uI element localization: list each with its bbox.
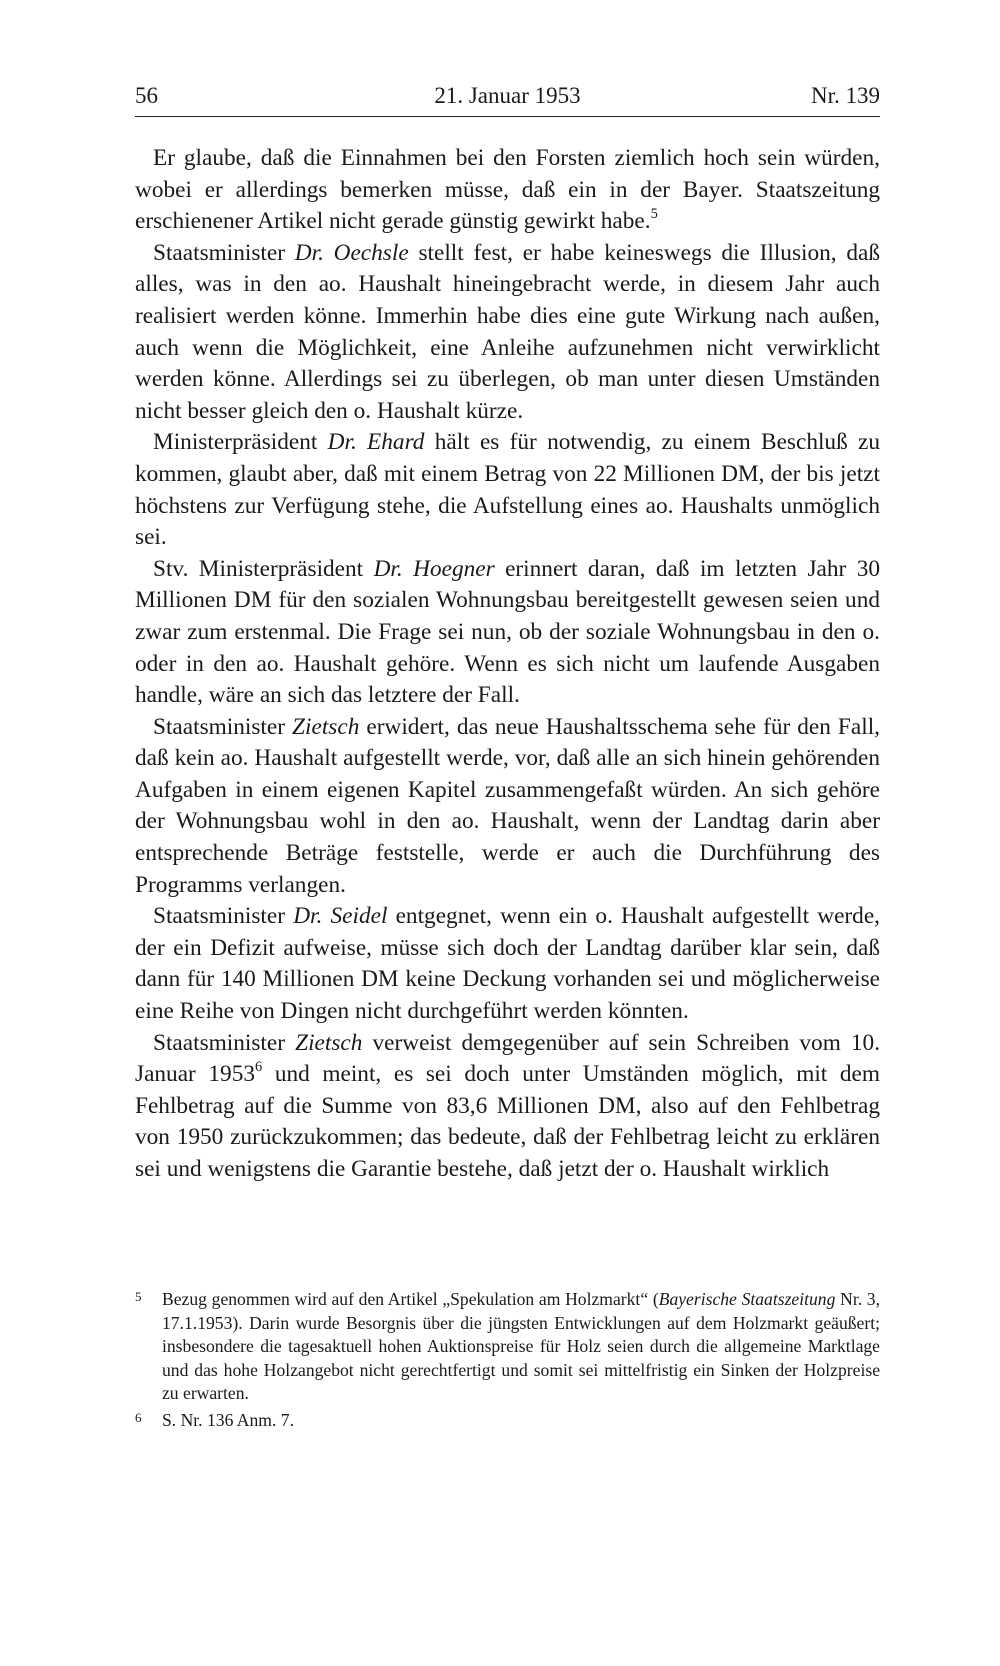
speaker-role: Staatsminister: [153, 239, 286, 266]
paragraph-6: [135, 901, 880, 1027]
footnote-mark: 6: [135, 1409, 142, 1425]
speaker-role: Staatsminister: [153, 903, 286, 930]
footnote-source-title: Bayerische Staatszeitung: [658, 1289, 836, 1309]
footnote-text: Bezug genommen wird auf den Artikel „Spekulation am Holzmarkt“ (: [162, 1289, 659, 1309]
footnote-text: S. Nr. 136 Anm. 7.: [162, 1409, 294, 1430]
footnote-mark: 5: [135, 1289, 142, 1304]
paragraph-text: entgegnet, wenn ein o. Haushalt aufgestellt werde, der ein Defizit aufweise, müsse sich doch der Landtag darüber klar sein, daß dann für 140 Millionen DM keine Deckung vorhanden sei und möglicherweise eine Reihe von Dingen nicht durchgeführt werden könnten.: [135, 903, 880, 1025]
document-number: Nr. 139: [811, 83, 880, 108]
running-header: [135, 80, 880, 117]
paragraph-text: erwidert, das neue Haushaltsschema sehe für den Fall, daß kein ao. Haushalt aufgestellt werde, vor, daß alle an sich hinein gehörenden Aufgaben in einem eigenen Kapitel zusammengefaßt würden. An sich gehöre der Wohnungsbau wohl in den ao. Haushalt, wenn der Landtag darin aber entsprechende Beträge feststelle, werde er auch die Durchführung des Programms verlangen.: [135, 713, 881, 898]
speaker-name: Zietsch: [292, 713, 360, 740]
footnote-6: [135, 1409, 880, 1433]
paragraph-text: stellt fest, er habe keineswegs die Illusion, daß alles, was in den ao. Haushalt hineingebracht werde, in diesem Jahr auch realisiert werden könne. Immerhin habe dies eine gute Wirkung nach außen, auch wenn die Möglichkeit, eine Anleihe aufzunehmen nicht verwirklicht werden könne. Allerdings sei zu überlegen, ob man unter diesen Umständen nicht besser gleich den o. Haushalt kürze.: [135, 239, 880, 424]
speaker-role: Staatsminister: [153, 713, 286, 740]
speaker-name: Dr. Ehard: [327, 429, 425, 456]
footnote-text-continued: Nr. 3, 17.1.1953). Darin wurde Besorgnis über die jüngsten Entwicklungen auf dem Holzmarkt geäußert; insbesondere die tagesaktuell hohen Auktionspreise für Holz seien durch die allgemeine Marktlage und das hohe Holzangebot nicht gerechtfertigt und somit sei mittelfristig ein Sinken der Holzpreise zu erwarten.: [162, 1289, 880, 1404]
speaker-role: Stv. Ministerpräsident: [153, 555, 364, 582]
paragraph-4: [135, 554, 880, 712]
paragraph-3: [135, 427, 880, 553]
paragraph-text: hält es für notwendig, zu einem Beschluß zu kommen, glaubt aber, daß mit einem Betrag von 22 Millionen DM, der bis jetzt höchstens zur Verfügung stehe, die Aufstellung eines ao. Haushalts unmöglich sei.: [135, 429, 881, 551]
paragraph-text: verweist demgegenüber auf sein Schreiben vom 10. Januar 1953: [135, 1029, 881, 1088]
paragraph-text: Er glaube, daß die Einnahmen bei den Forsten ziemlich hoch sein würden, wobei er allerdings bemerken müsse, daß ein in der Bayer. Staatszeitung erschienener Artikel nicht gerade günstig gewirkt habe.: [135, 145, 880, 235]
footnote-ref-5[interactable]: 5: [650, 205, 658, 222]
paragraph-5: [135, 712, 880, 902]
paragraph-7: [135, 1028, 880, 1186]
speaker-name: Dr. Seidel: [293, 903, 388, 930]
paragraph-text: erinnert daran, daß im letzten Jahr 30 Millionen DM für den sozialen Wohnungsbau bereitgestellt gewesen seien und zwar zum erstenmal. Die Frage sei nun, ob der soziale Wohnungsbau in den o. oder in den ao. Haushalt gehöre. Wenn es sich nicht um laufende Ausgaben handle, wäre an sich das letztere der Fall.: [135, 555, 881, 709]
footnote-5: [135, 1288, 880, 1406]
footnotes: [135, 1288, 880, 1436]
paragraph-2: [135, 238, 880, 428]
main-text: [135, 143, 880, 1186]
footnote-ref-6[interactable]: 6: [255, 1059, 263, 1076]
paragraph-1: [135, 143, 880, 238]
speaker-name: Dr. Oechsle: [294, 239, 409, 266]
page-number: 56: [135, 83, 158, 108]
speaker-role: Staatsminister: [153, 1029, 286, 1056]
speaker-name: Dr. Hoegner: [373, 555, 495, 582]
speaker-role: Ministerpräsident: [153, 429, 318, 456]
speaker-name: Zietsch: [295, 1029, 363, 1056]
paragraph-text-continued: und meint, es sei doch unter Umständen möglich, mit dem Fehlbetrag auf die Summe von 83,6 Millionen DM, also auf den Fehlbetrag von 1950 zurückzukommen; das bedeute, daß der Fehlbetrag leicht zu erklären sei und wenigstens die Garantie bestehe, daß jetzt der o. Haushalt wirklich: [135, 1061, 880, 1182]
header-date: 21. Januar 1953: [434, 83, 581, 108]
